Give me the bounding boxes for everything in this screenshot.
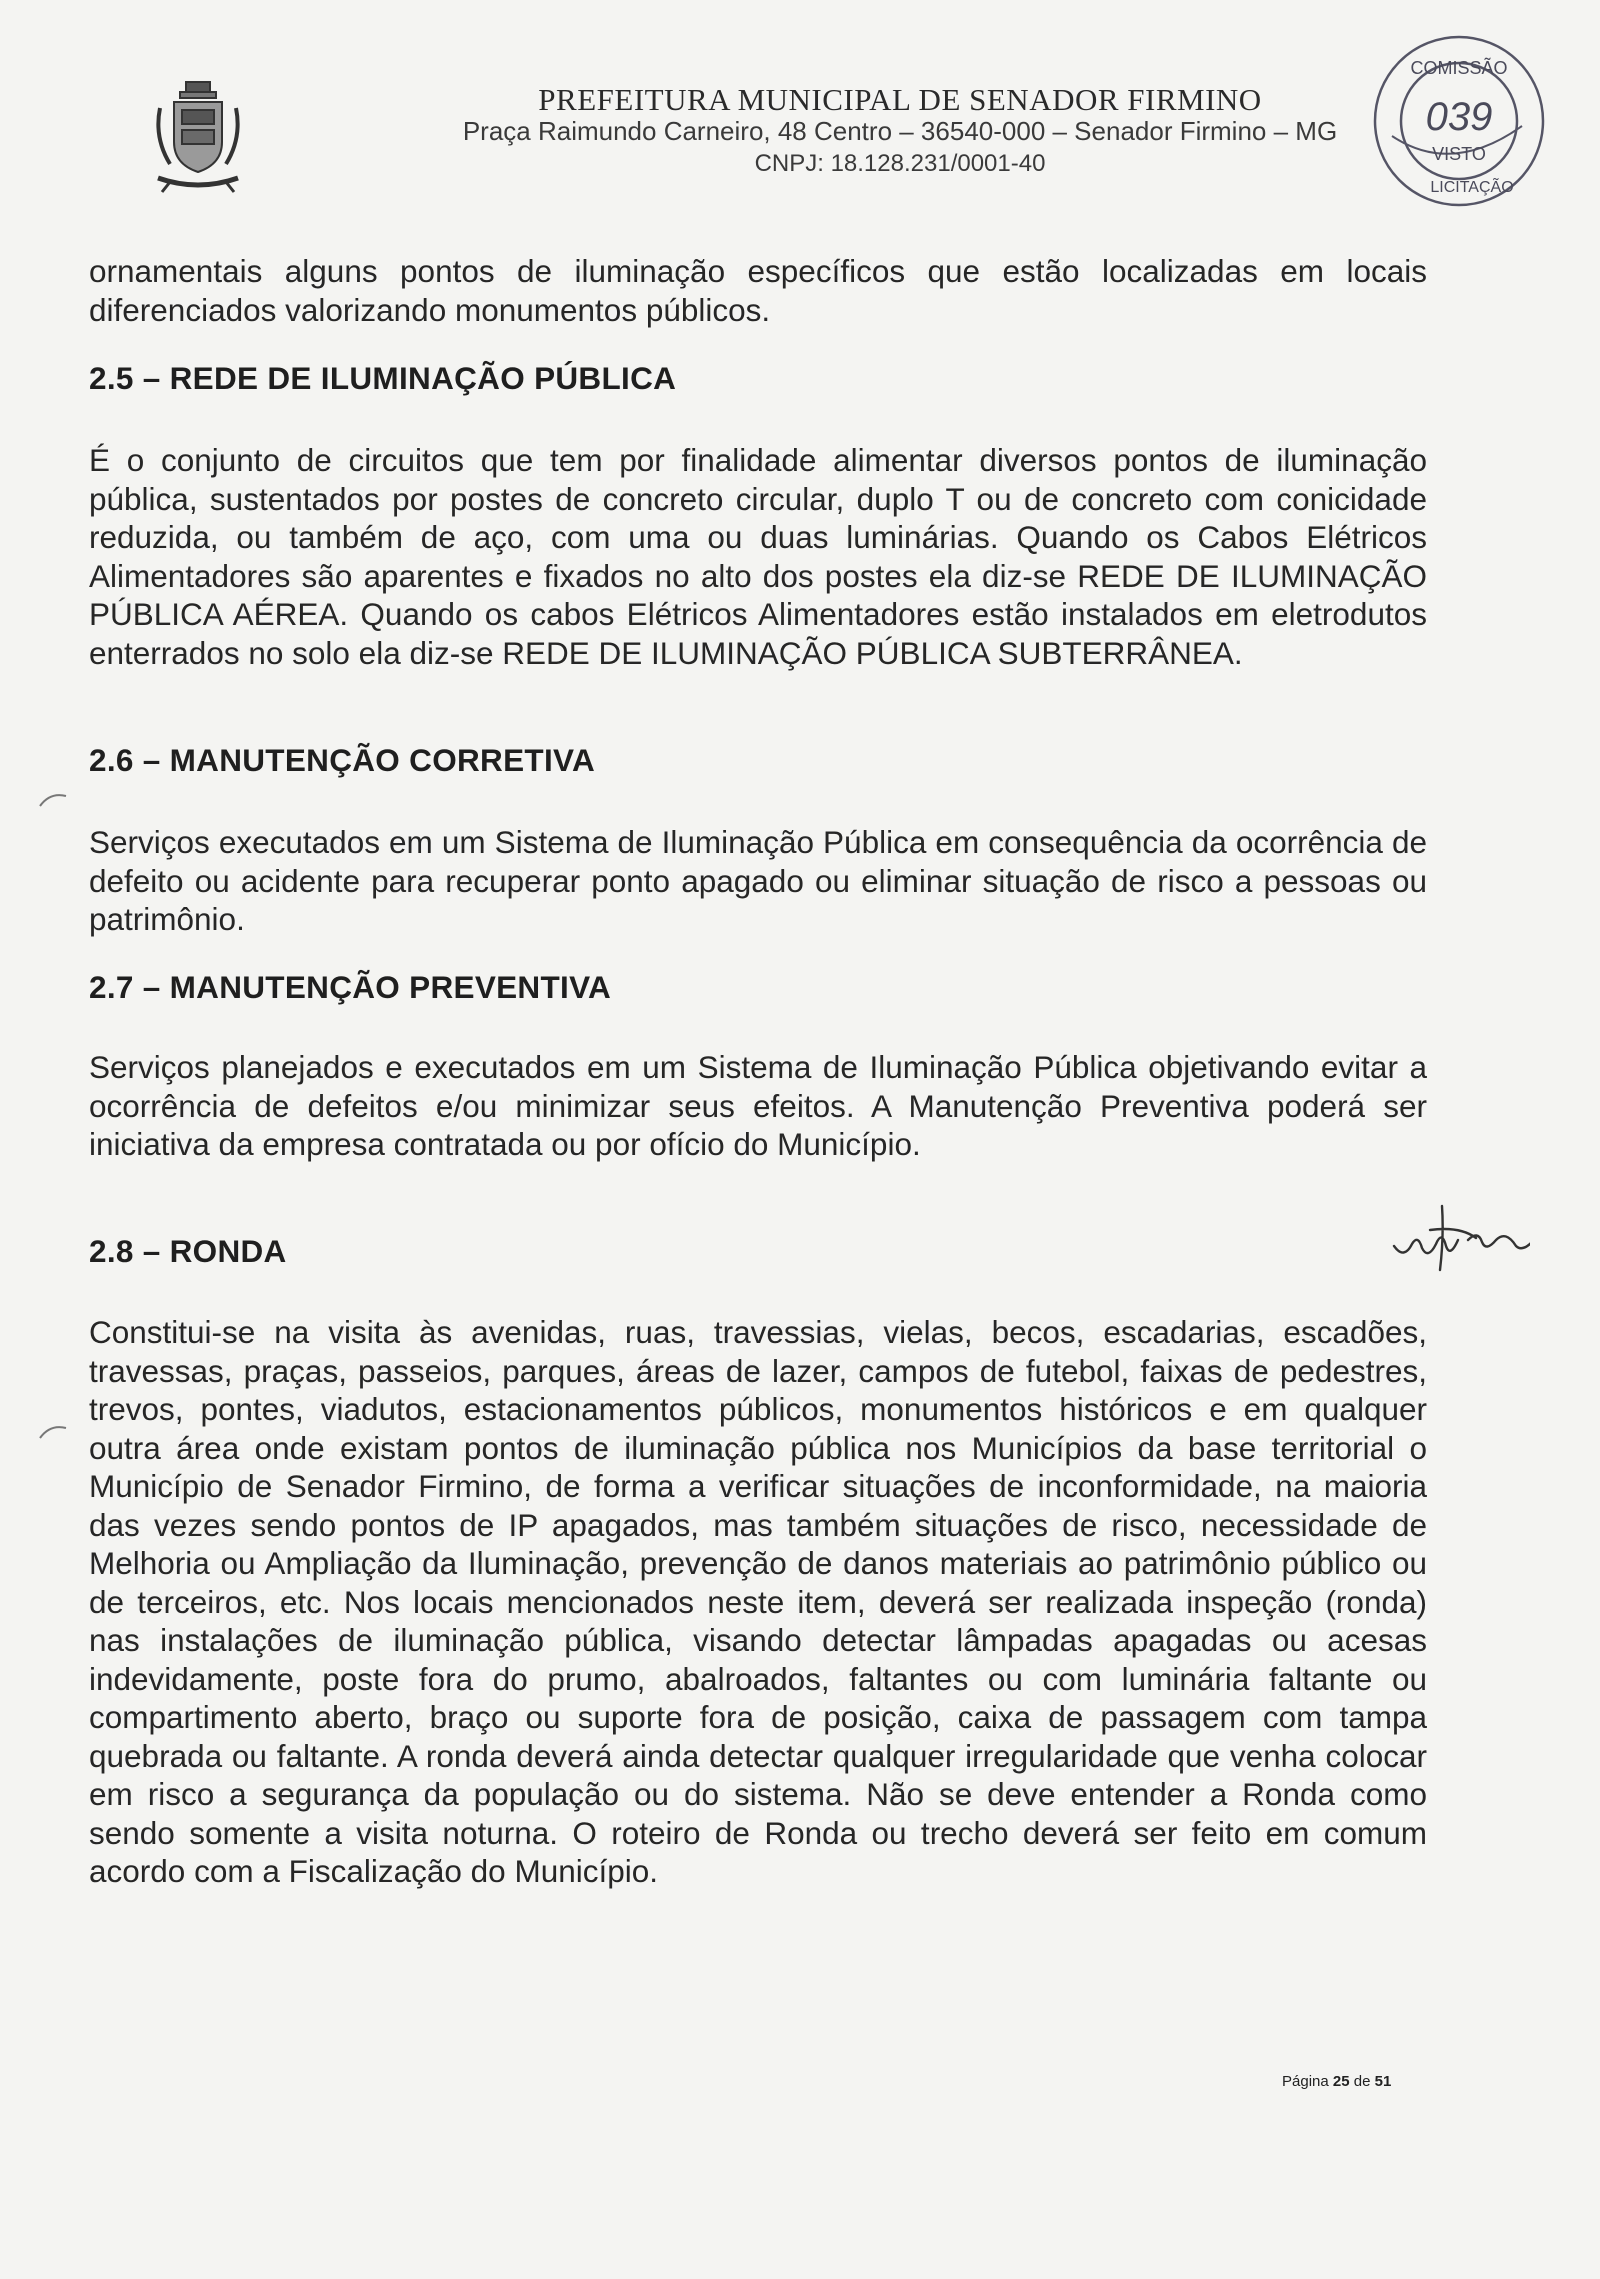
section-heading-2-7: 2.7 – MANUTENÇÃO PREVENTIVA <box>89 969 612 1005</box>
header-address: Praça Raimundo Carneiro, 48 Centro – 36540-000 – Senador Firmino – MG <box>462 116 1338 146</box>
intro-paragraph: ornamentais alguns pontos de iluminação específicos que estão localizadas em locais diferenciados valorizando monumentos públicos. <box>89 253 1427 328</box>
stamp-bottom-text: LICITAÇÃO <box>1430 179 1514 196</box>
section-heading-2-8: 2.8 – RONDA <box>89 1233 287 1269</box>
header-title: PREFEITURA MUNICIPAL DE SENADOR FIRMINO <box>538 82 1262 117</box>
commission-stamp <box>1352 28 1566 214</box>
section-body-2-7: Serviços planejados e executados em um Sistema de Iluminação Pública objetivando evitar a ocorrência de defeitos e/ou minimizar seus efeitos. A Manutenção Preventiva poderá ser iniciativa da empresa contratada ou por ofício do Município. <box>89 1049 1427 1162</box>
scan-mark <box>38 788 68 808</box>
section-body-2-5: É o conjunto de circuitos que tem por finalidade alimentar diversos pontos de iluminação pública, sustentados por postes de concreto circular, duplo T ou de concreto com conicidade reduzida, ou também de aço, com uma ou duas luminárias. Quando os Cabos Elétricos Alimentadores são aparentes e fixados no alto dos postes ela diz-se REDE DE ILUMINAÇÃO PÚBLICA AÉREA. Quando os cabos Elétricos Alimentadores estão instalados em eletrodutos enterrados no solo ela diz-se REDE DE ILUMINAÇÃO PÚBLICA SUBTERRÂNEA. <box>89 442 1427 671</box>
page-number-footer <box>1282 2073 1391 2090</box>
section-heading-2-6: 2.6 – MANUTENÇÃO CORRETIVA <box>89 742 596 778</box>
footer-total: 51 <box>1374 2073 1392 2090</box>
stamp-middle-text: VISTO <box>1432 144 1486 164</box>
footer-page: 25 <box>1332 2073 1350 2090</box>
footer-prefix: Página <box>1282 2073 1329 2090</box>
stamp-number: 039 <box>1425 95 1493 139</box>
section-heading-2-5: 2.5 – REDE DE ILUMINAÇÃO PÚBLICA <box>89 360 677 396</box>
section-body-2-8: Constitui-se na visita às avenidas, ruas, travessias, vielas, becos, escadarias, escadões, travessas, praças, passeios, parques, áreas de lazer, campos de futebol, faixas de pedestres, trevos, pontes, viadutos, estacionamentos públicos, monumentos históricos e em qualquer outra área onde existam pontos de iluminação pública nos Municípios da base territorial o Município de Senador Firmino, de forma a verificar situações de inconformidade, na maioria das vezes sendo pontos de IP apagados, mas também situações de risco, necessidade de Melhoria ou Ampliação da Iluminação, prevenção de danos materiais ao patrimônio público ou de terceiros, etc. Nos locais mencionados neste item, deverá ser realizada inspeção (ronda) nas instalações de iluminação pública, visando detectar lâmpadas apagadas ou acesas indevidamente, poste fora do prumo, abalroados, faltantes ou com luminária faltante ou compartimento aberto, braço ou suporte fora de posição, caixa de passagem com tampa quebrada ou faltante. A ronda deverá ainda detectar qualquer irregularidade que venha colocar em risco a segurança da população ou do sistema. Não se deve entender a Ronda como sendo somente a visita noturna. O roteiro de Ronda ou trecho deverá ser feito em comum acordo com a Fiscalização do Município. <box>89 1314 1427 1889</box>
footer-sep: de <box>1353 2073 1371 2090</box>
header-cnpj: CNPJ: 18.128.231/0001-40 <box>754 150 1046 177</box>
scan-mark <box>38 1420 68 1440</box>
section-body-2-6: Serviços executados em um Sistema de Iluminação Pública em consequência da ocorrência de defeito ou acidente para recuperar ponto apagado ou eliminar situação de risco a pessoas ou patrimônio. <box>89 824 1427 937</box>
coat-of-arms-logo <box>150 78 246 196</box>
stamp-top-text: COMISSÃO <box>1410 58 1508 78</box>
handwritten-signature <box>1390 1196 1530 1272</box>
